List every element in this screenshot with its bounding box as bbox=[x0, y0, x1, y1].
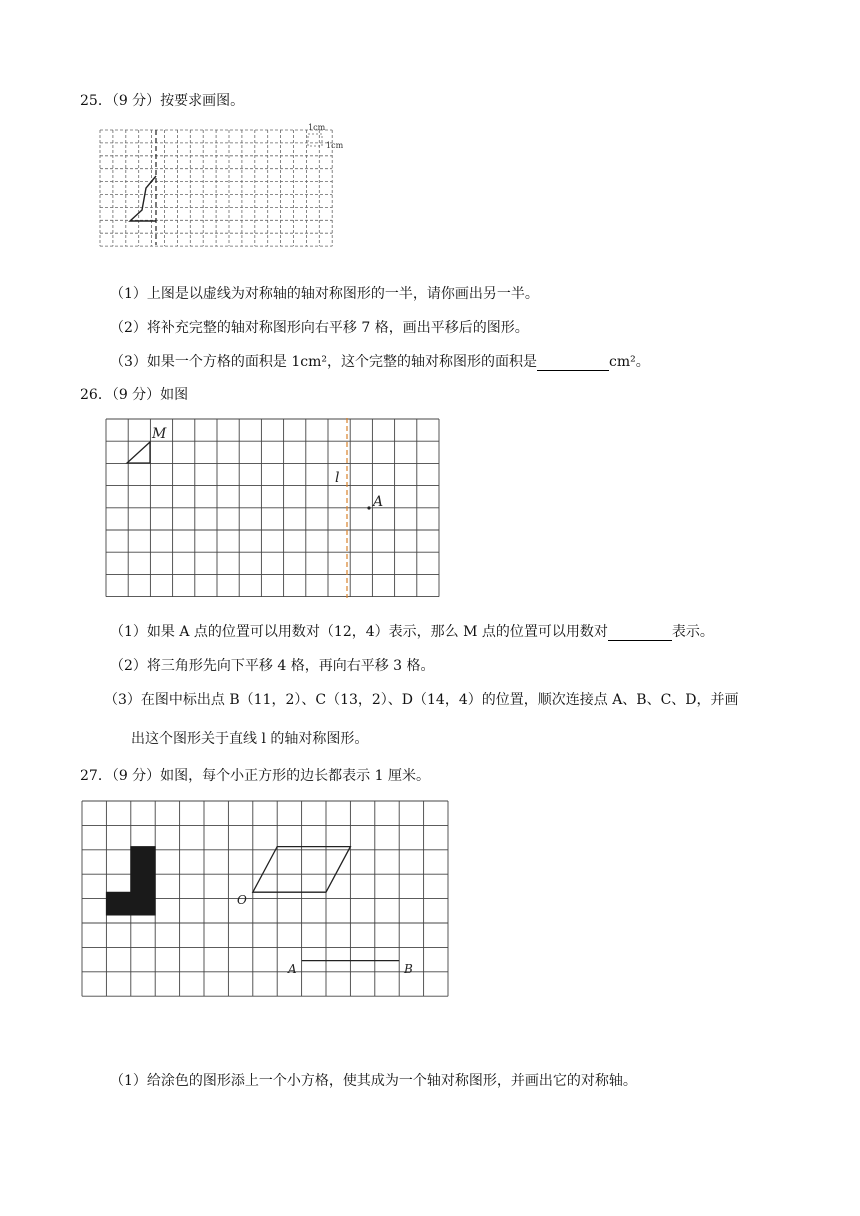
q27-label-B: B bbox=[404, 962, 413, 976]
q25-sub1: （1）上图是以虚线为对称轴的轴对称图形的一半，请你画出另一半。 bbox=[110, 286, 539, 302]
q27-title: 27．（9 分）如图，每个小正方形的边长都表示 1 厘米。 bbox=[80, 768, 430, 784]
q26-label-l: l bbox=[335, 470, 340, 486]
q27-grid-figure bbox=[82, 801, 448, 987]
q25-sub3-unit: cm²。 bbox=[609, 354, 650, 370]
q26-sub3-line1: （3）在图中标出点 B（11，2）、C（13，2）、D（14，4）的位置，顺次连接点 A、B、C、D，并画 bbox=[104, 692, 739, 708]
q26-answer-blank[interactable] bbox=[608, 624, 672, 641]
q26-sub3-line2: 出这个图形关于直线 l 的轴对称图形。 bbox=[131, 731, 369, 747]
q27-sub1: （1）给涂色的图形添上一个小方格，使其成为一个轴对称图形，并画出它的对称轴。 bbox=[110, 1073, 637, 1089]
q25-sub3 bbox=[110, 351, 650, 371]
q25-unit-bracket bbox=[308, 134, 322, 146]
q25-unit-width-label: 1cm bbox=[308, 123, 326, 132]
q27-label-A: A bbox=[288, 962, 297, 976]
q27-shaded-l-shape bbox=[106, 847, 155, 915]
q26-grid-figure bbox=[105, 418, 440, 600]
q26-label-M: M bbox=[152, 426, 167, 442]
q25-sub3-text: （3）如果一个方格的面积是 1cm²，这个完整的轴对称图形的面积是 bbox=[110, 354, 537, 370]
q25-sub2: （2）将补充完整的轴对称图形向右平移 7 格，画出平移后的图形。 bbox=[110, 320, 529, 336]
q26-sub1 bbox=[110, 621, 714, 641]
q27-label-O: O bbox=[237, 893, 247, 907]
q26-sub1-text: （1）如果 A 点的位置可以用数对（12，4）表示，那么 M 点的位置可以用数对 bbox=[110, 624, 608, 640]
q26-point-A bbox=[367, 506, 370, 509]
q26-sub2: （2）将三角形先向下平移 4 格，再向右平移 3 格。 bbox=[110, 658, 435, 674]
q25-grid-figure bbox=[100, 120, 350, 270]
q26-title: 26．（9 分）如图 bbox=[80, 387, 189, 403]
q26-sub1-tail: 表示。 bbox=[671, 624, 714, 640]
q25-answer-blank[interactable] bbox=[537, 354, 609, 371]
q26-label-A: A bbox=[373, 494, 384, 510]
q25-title: 25．（9 分）按要求画图。 bbox=[80, 93, 245, 109]
q25-unit-height-label: 1cm bbox=[326, 141, 344, 150]
q25-half-shape bbox=[130, 176, 156, 221]
q26-triangle bbox=[127, 442, 150, 463]
